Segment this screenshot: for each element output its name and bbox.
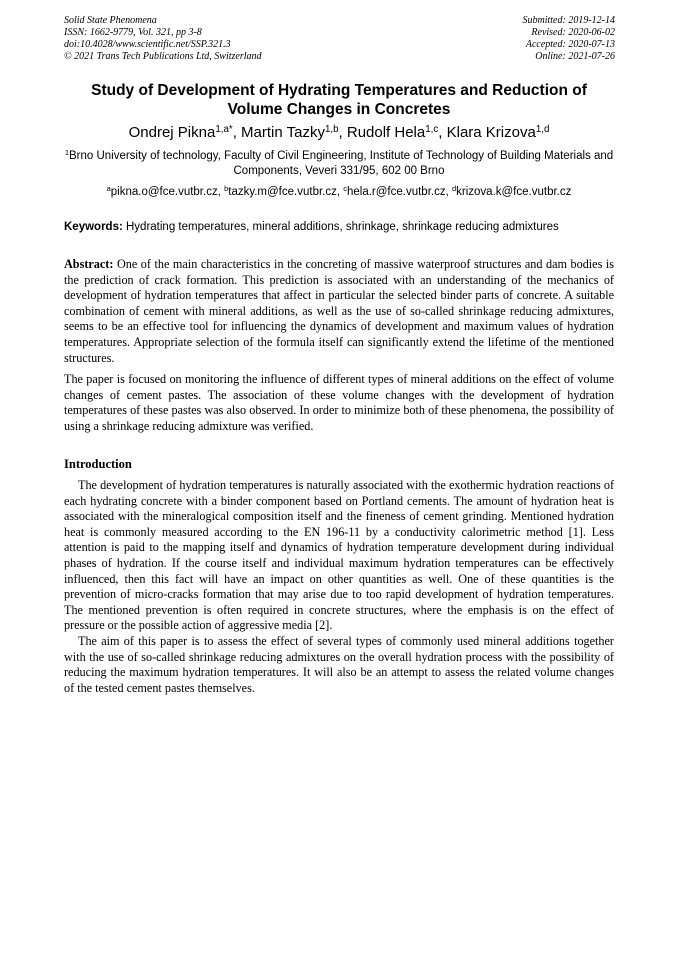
author-sup: 1,a* (215, 124, 233, 136)
abstract-paragraph: The paper is focused on monitoring the influence of different types of mineral additions on the effect of volume changes of cement pastes. The association of these volume changes with the development of hydration temperatures of these pastes was also observed. In order to minimize both of these phenomena, the possibility of using a shrinkage reducing admixture was verified. (64, 372, 614, 433)
author-name: Martin Tazky (241, 124, 325, 141)
online-date: Online: 2021-07-26 (535, 51, 615, 62)
affiliation-text: Brno University of technology, Faculty of Civil Engineering, Institute of Technology of Building Materials and Components, Veveri 331/95, 602 00 Brno (68, 150, 614, 177)
email-link[interactable]: tazky.m@fce.vutbr.cz (228, 186, 337, 198)
accepted-date: Accepted: 2020-07-13 (525, 39, 615, 50)
author-sup: 1,c (425, 124, 439, 136)
author-name: Ondrej Pikna (128, 124, 216, 141)
doi-line: doi:10.4028/www.scientific.net/SSP.321.3 (64, 39, 231, 50)
author-name: Klara Krizova (446, 124, 536, 141)
paper-title: Study of Development of Hydrating Temperatures and Reduction of Volume Changes in Concretes (91, 82, 587, 118)
author-list: Ondrej Pikna$^{1,a*}$, Martin Tazky$^{1,b}$, Rudolf Hela$^{1,c}$, Klara Krizova$^{1,d}$ (128, 124, 550, 141)
issn-line: ISSN: 1662-9779, Vol. 321, pp 3-8 (64, 27, 202, 38)
affiliation (64, 149, 614, 179)
journal-info (64, 15, 262, 63)
keywords-text: Hydrating temperatures, mineral additions, shrinkage, shrinkage reducing admixtures (126, 221, 559, 233)
keywords-label: Keywords: (64, 221, 123, 233)
email-link[interactable]: hela.r@fce.vutbr.cz (346, 186, 446, 198)
journal-name: Solid State Phenomena (64, 15, 157, 26)
copyright-line: © 2021 Trans Tech Publications Ltd, Switzerland (64, 51, 262, 62)
section-heading-introduction: Introduction (64, 457, 132, 471)
email-sup: d (451, 184, 457, 194)
abstract-paragraph (64, 257, 614, 366)
abstract (64, 257, 614, 435)
abstract-text: One of the main characteristics in the concreting of massive waterproof structures and dam bodies is the prediction of crack formation. This prediction is associated with an understanding of the mechanics of development of hydration temperatures that affect in particular the selected binder parts of concrete. A suitable combination of cement with mineral additions, as well as the use of so-called shrinkage reducing admixtures, seems to be an effective tool for influencing the dynamics of development and maximum values of hydration temperatures. Appropriate selection of the formula itself can significantly extend the lifetime of the mentioned structures. (64, 257, 615, 365)
affiliation-sup: 1 (64, 148, 69, 158)
email-sup: b (224, 184, 229, 194)
email-list: $^a$pikna.o@fce.vutbr.cz, $^b$tazky.m@fce.vutbr.cz, $^c$hela.r@fce.vutbr.cz, $^d$krizova.k@fce.vutbr.cz (106, 184, 572, 198)
author-sup: 1,b (324, 124, 339, 136)
email-sup: a (106, 184, 111, 194)
introduction-body (64, 478, 614, 696)
abstract-label: Abstract: (64, 257, 114, 271)
revised-date: Revised: 2020-06-02 (531, 27, 615, 38)
email-sup: c (343, 184, 347, 194)
author-sup: 1,d (535, 124, 550, 136)
email-link[interactable]: pikna.o@fce.vutbr.cz (110, 186, 218, 198)
intro-paragraph: The development of hydration temperatures is naturally associated with the exothermic hydration reactions of each hydrating concrete with a binder component based on Portland cements. The amount of hydration heat is associated with the mineralogical composition itself and the fineness of cement grinding. Mentioned hydration heat is commonly measured according to the EN 196-11 by a conductivity calorimetric method [1]. Less attention is paid to the mapping itself and dynamics of hydration temperature development during individual phases of hydration. If the course itself and individual maximum hydration temperatures can be effectively influenced, then this fact will have an impact on other quantities as well. One of these quantities is the prevention of micro-cracks formation that may arise due to too rapid development of hydration temperatures. The mentioned prevention is often required in concrete structures, where the emphasis is on the effect of pressure or the possible action of aggressive media [2]. (64, 478, 614, 633)
submitted-date: Submitted: 2019-12-14 (522, 15, 615, 26)
keywords (64, 220, 614, 234)
dates-info (523, 15, 616, 63)
author-name: Rudolf Hela (346, 124, 426, 141)
email-link[interactable]: krizova.k@fce.vutbr.cz (456, 186, 572, 198)
intro-paragraph: The aim of this paper is to assess the effect of several types of commonly used mineral additions together with the use of so-called shrinkage reducing admixtures on the overall hydration process with the possibility of reducing the maximum hydration temperatures. It will also be an attempt to assess the related volume changes of the tested cement pastes themselves. (64, 633, 614, 695)
